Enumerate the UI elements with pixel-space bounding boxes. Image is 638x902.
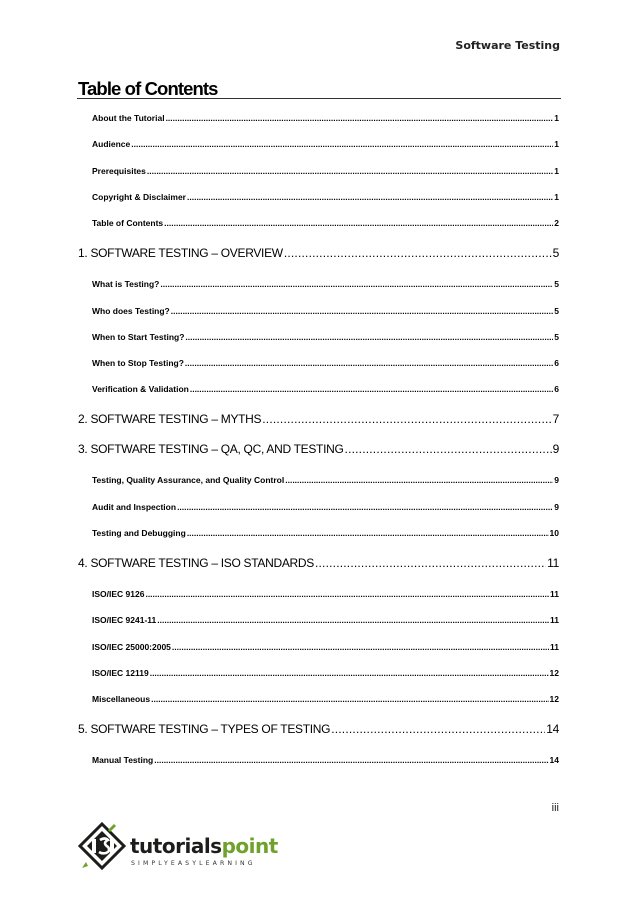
toc-entry[interactable] xyxy=(92,475,559,485)
toc-chapter-entry[interactable] xyxy=(78,722,559,736)
toc-chapter-entry[interactable] xyxy=(78,442,559,456)
leader-dots xyxy=(285,475,553,485)
toc-entry-label: ISO/IEC 12119 xyxy=(92,667,149,678)
leader-dots xyxy=(187,192,553,202)
logo-mark-icon xyxy=(78,822,130,882)
leader-dots xyxy=(131,139,553,149)
leader-dots xyxy=(262,412,551,426)
toc-entry-label: 4. SOFTWARE TESTING – ISO STANDARDS xyxy=(78,556,314,570)
leader-dots xyxy=(151,694,548,704)
header-title: Software Testing xyxy=(455,39,560,52)
toc-entry-label: 2. SOFTWARE TESTING – MYTHS xyxy=(78,412,262,427)
toc-entry[interactable] xyxy=(92,528,559,538)
toc-entry-page: 1 xyxy=(554,139,559,150)
toc-entry-page: 9 xyxy=(554,475,559,486)
toc-entry[interactable] xyxy=(92,113,559,123)
toc-entry-label: Testing and Debugging xyxy=(92,528,186,538)
toc-entry[interactable] xyxy=(92,694,559,704)
toc-entry-page: 5 xyxy=(554,305,559,316)
logo-tagline: SIMPLYEASYLEARNING xyxy=(131,860,256,867)
toc-entry-page: 1 xyxy=(554,191,559,202)
toc-entry-label: Copyright & Disclaimer xyxy=(92,191,186,202)
toc-entry-page: 9 xyxy=(552,442,559,457)
toc-entry-page: 11 xyxy=(550,641,559,652)
toc-entry-page: 10 xyxy=(549,528,559,538)
toc-entry[interactable] xyxy=(92,166,559,176)
leader-dots xyxy=(284,246,552,260)
toc-entry-label: When to Start Testing? xyxy=(92,331,185,342)
toc-entry-page: 12 xyxy=(549,694,559,705)
toc-entry[interactable] xyxy=(92,139,559,149)
leader-dots xyxy=(185,358,553,368)
toc-entry-page: 5 xyxy=(554,331,559,342)
leader-dots xyxy=(157,615,549,625)
logo-text-main: tutorials xyxy=(130,834,222,858)
toc-entry-label: Table of Contents xyxy=(92,218,164,229)
toc-entry-label: 1. SOFTWARE TESTING – OVERVIEW xyxy=(78,246,283,261)
toc-entry[interactable] xyxy=(92,589,559,599)
heading-rule xyxy=(77,98,561,99)
toc-entry-label: ISO/IEC 25000:2005 xyxy=(92,641,171,652)
toc-entry-page: 5 xyxy=(552,246,559,261)
leader-dots xyxy=(345,442,552,456)
leader-dots xyxy=(154,755,548,765)
toc-entry[interactable] xyxy=(92,306,559,316)
toc-entry-page: 11 xyxy=(547,556,559,570)
tutorialspoint-logo xyxy=(78,822,278,882)
leader-dots xyxy=(177,502,553,512)
toc-entry[interactable] xyxy=(92,755,559,765)
toc-entry[interactable] xyxy=(92,384,559,394)
toc-entry[interactable] xyxy=(92,615,559,625)
logo-text-accent: point xyxy=(221,834,278,858)
toc-entry-page: 1 xyxy=(554,165,559,176)
page-number: iii xyxy=(551,802,559,814)
toc-entry[interactable] xyxy=(92,358,559,368)
toc-chapter-entry[interactable] xyxy=(78,412,559,426)
toc-entry[interactable] xyxy=(92,502,559,512)
toc-entry[interactable] xyxy=(92,668,559,678)
toc-entry-label: ISO/IEC 9126 xyxy=(92,589,145,599)
toc-entry-page: 5 xyxy=(554,279,559,290)
toc-entry-page: 7 xyxy=(552,412,559,427)
leader-dots xyxy=(164,218,553,228)
leader-dots xyxy=(150,668,549,678)
toc-entry-label: 5. SOFTWARE TESTING – TYPES OF TESTING xyxy=(78,722,331,737)
toc-heading: Table of Contents xyxy=(78,78,218,99)
toc-entry-page: 1 xyxy=(554,113,559,123)
toc-entry-page: 14 xyxy=(549,755,559,766)
toc-entry-label: When to Stop Testing? xyxy=(92,358,184,369)
toc-entry[interactable] xyxy=(92,332,559,342)
toc-entry[interactable] xyxy=(92,642,559,652)
leader-dots xyxy=(145,589,549,599)
toc-entry-label: Miscellaneous xyxy=(92,694,151,705)
leader-dots xyxy=(166,113,554,123)
toc-entry-label: Who does Testing? xyxy=(92,305,170,316)
toc-chapter-entry[interactable] xyxy=(78,556,559,570)
toc-entry-page: 11 xyxy=(550,589,559,599)
toc-entry-page: 11 xyxy=(550,615,559,626)
leader-dots xyxy=(331,722,545,736)
leader-dots xyxy=(190,384,553,394)
toc-entry-page: 14 xyxy=(546,722,559,737)
toc-entry-page: 12 xyxy=(549,667,559,678)
leader-dots xyxy=(187,528,549,538)
toc-entry-page: 6 xyxy=(554,384,559,395)
toc-entry[interactable] xyxy=(92,279,559,289)
toc-entry-page: 9 xyxy=(554,501,559,512)
toc-entry-page: 6 xyxy=(554,358,559,369)
leader-dots xyxy=(315,556,546,570)
toc-entry-label: Verification & Validation xyxy=(92,384,189,395)
leader-dots xyxy=(172,642,549,652)
toc-entry-page: 2 xyxy=(554,218,559,229)
toc-entry[interactable] xyxy=(92,192,559,202)
toc-entry-label: 3. SOFTWARE TESTING – QA, QC, AND TESTING xyxy=(78,442,344,457)
leader-dots xyxy=(160,279,553,289)
toc-chapter-entry[interactable] xyxy=(78,246,559,260)
logo-wordmark xyxy=(130,834,278,858)
toc-entry-label: Prerequisites xyxy=(92,165,146,176)
toc-entry-label: Testing, Quality Assurance, and Quality Control xyxy=(92,475,285,486)
leader-dots xyxy=(185,332,553,342)
toc-entry-label: ISO/IEC 9241-11 xyxy=(92,615,157,626)
toc-entry-label: Audience xyxy=(92,139,131,150)
leader-dots xyxy=(171,306,554,316)
toc-entry-label: Audit and Inspection xyxy=(92,501,177,512)
toc-entry-label: Manual Testing xyxy=(92,755,154,766)
toc-entry-label: What is Testing? xyxy=(92,279,160,290)
toc-entry-label: About the Tutorial xyxy=(92,113,165,123)
toc-entry[interactable] xyxy=(92,218,559,228)
leader-dots xyxy=(147,166,553,176)
